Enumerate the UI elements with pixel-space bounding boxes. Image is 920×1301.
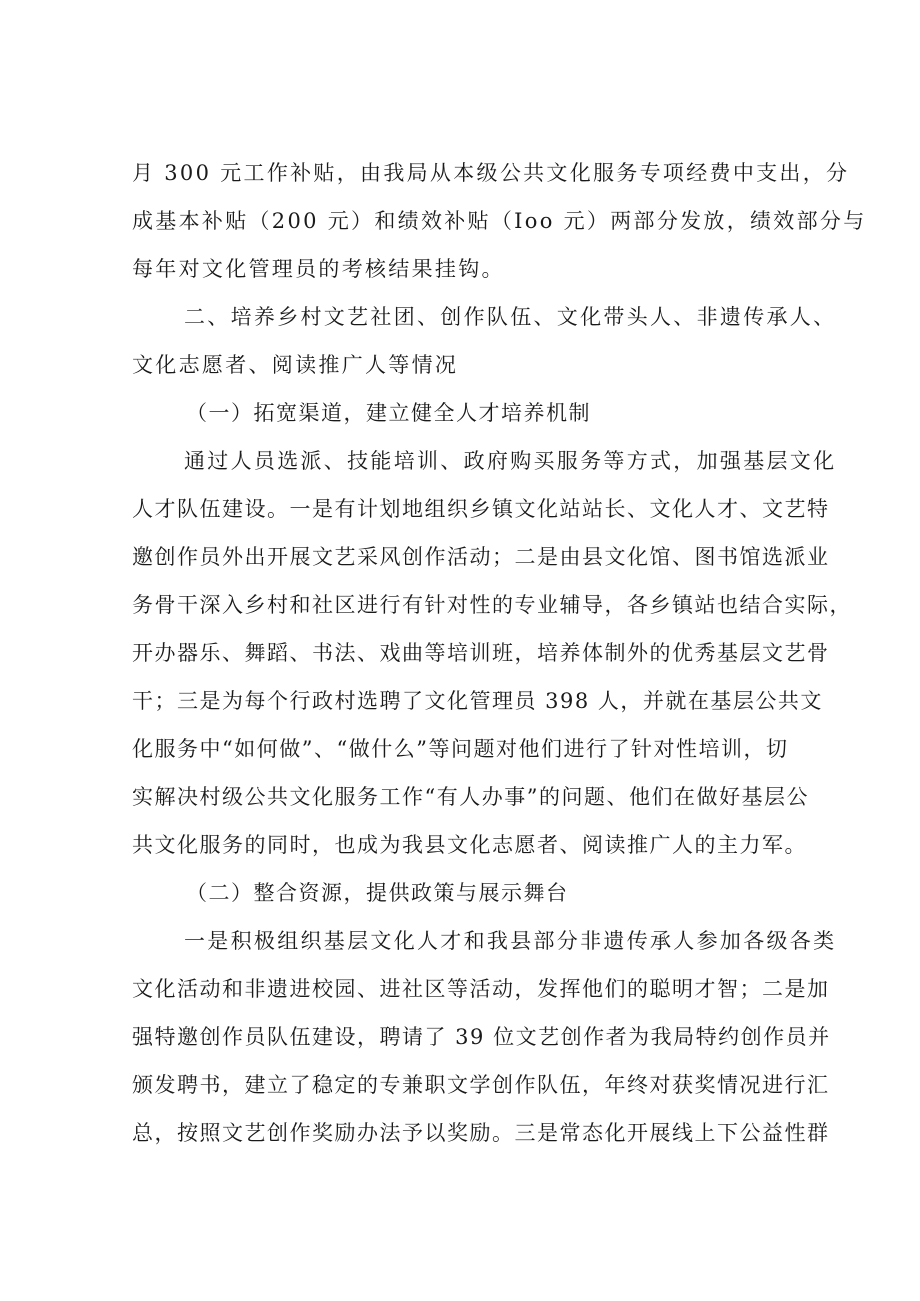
subsection-heading: （一）拓宽渠道，建立健全人才培养机制 [186,401,591,425]
section-heading-line: 文化志愿者、阅读推广人等情况 [132,353,459,377]
paragraph-line: 干；三是为每个行政村选聘了文化管理员 398 人，并就在基层公共文 [132,689,823,713]
paragraph-line: 成基本补贴（200 元）和绩效补贴（Ioo 元）两部分发放，绩效部分与 [132,209,867,233]
paragraph-line: 月 300 元工作补贴，由我局从本级公共文化服务专项经费中支出，分 [132,161,850,185]
paragraph-line: 强特邀创作员队伍建设，聘请了 39 位文艺创作者为我局特约创作员并 [132,1025,831,1049]
paragraph-line: 一是积极组织基层文化人才和我县部分非遗传承人参加各级各类 [184,929,837,953]
paragraph-line: 实解决村级公共文化服务工作“有人办事”的问题、他们在做好基层公 [132,785,809,809]
paragraph-line: 邀创作员外出开展文艺采风创作活动；二是由县文化馆、图书馆选派业 [132,545,830,569]
paragraph-line: 文化活动和非遗进校园、进社区等活动，发挥他们的聪明才智；二是加 [132,977,830,1001]
paragraph-line: 共文化服务的同时，也成为我县文化志愿者、阅读推广人的主力军。 [132,833,807,857]
subsection-heading: （二）整合资源，提供政策与展示舞台 [186,881,569,905]
paragraph-line: 通过人员选派、技能培训、政府购买服务等方式，加强基层文化 [184,449,837,473]
paragraph-line: 颁发聘书，建立了稳定的专兼职文学创作队伍，年终对获奖情况进行汇 [132,1073,830,1097]
section-heading-line: 二、培养乡村文艺社团、创作队伍、文化带头人、非遗传承人、 [184,305,837,329]
paragraph-line: 开办器乐、舞蹈、书法、戏曲等培训班，培养体制外的优秀基层文艺骨 [132,641,830,665]
paragraph-line: 人才队伍建设。一是有计划地组织乡镇文化站站长、文化人才、文艺特 [132,497,830,521]
paragraph-line: 化服务中“如何做”、“做什么”等问题对他们进行了针对性培训，切 [132,737,789,761]
paragraph-line: 总，按照文艺创作奖励办法予以奖励。三是常态化开展线上下公益性群 [132,1121,830,1145]
paragraph-line: 务骨干深入乡村和社区进行有针对性的专业辅导，各乡镇站也结合实际， [132,593,852,617]
paragraph-line: 每年对文化管理员的考核结果挂钩。 [132,257,505,281]
